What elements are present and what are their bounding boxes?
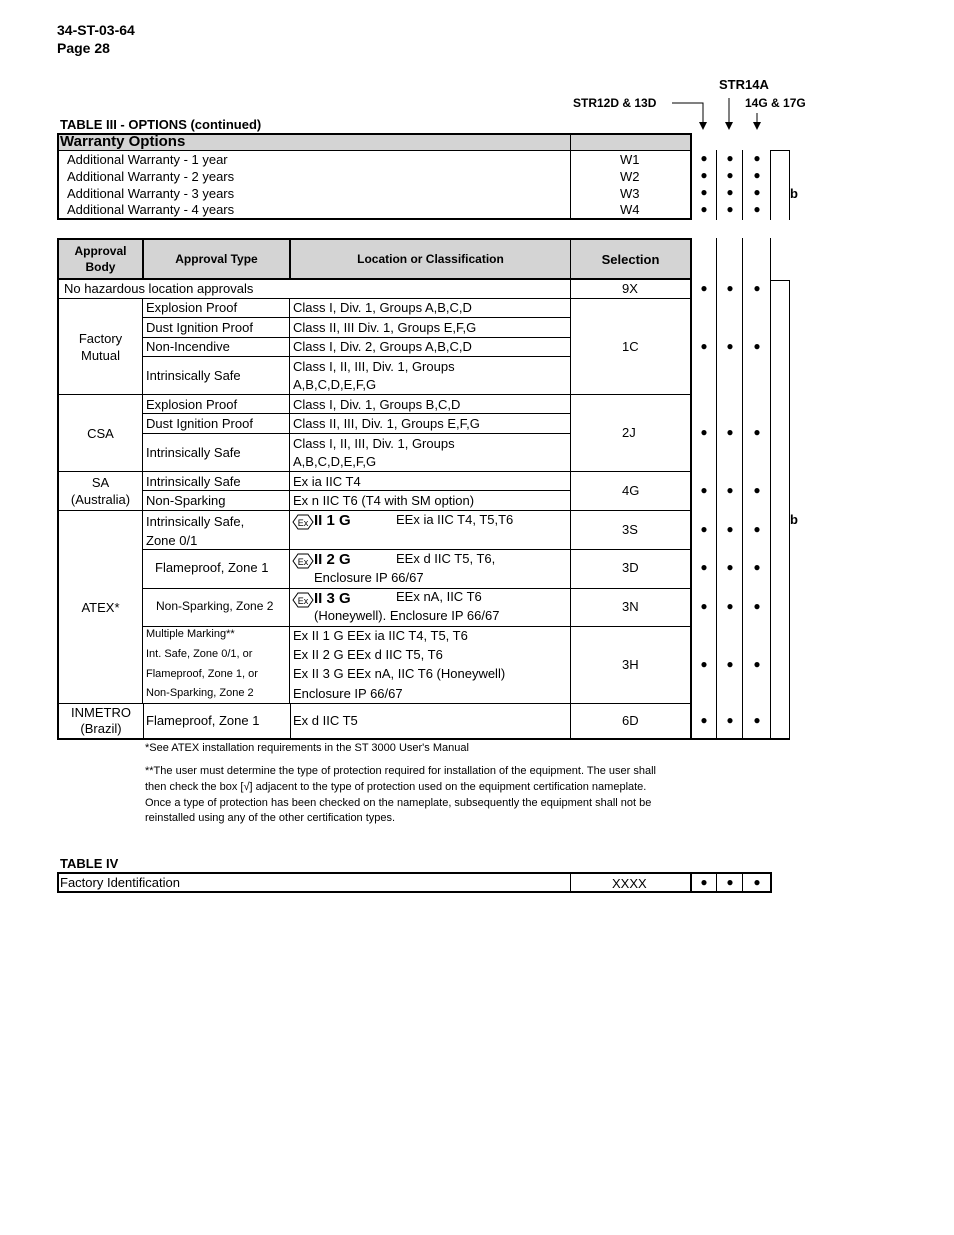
fm-type-2: Dust Ignition Proof bbox=[146, 320, 253, 335]
availability-dot: ● bbox=[700, 560, 708, 574]
ex-icon bbox=[292, 553, 314, 569]
availability-dot: ● bbox=[700, 339, 708, 353]
availability-dot: ● bbox=[753, 339, 761, 353]
availability-dot: ● bbox=[753, 202, 761, 216]
atex-loc-3a: EEx nA, IIC T6 bbox=[396, 589, 482, 604]
table4-label: Factory Identification bbox=[60, 875, 180, 890]
bracket-b-2: b bbox=[790, 512, 798, 527]
bracket-b-1: b bbox=[790, 186, 798, 201]
csa-loc-1: Class I, Div. 1, Groups B,C,D bbox=[293, 397, 461, 412]
sa-loc-2: Ex n IIC T6 (T4 with SM option) bbox=[293, 493, 475, 508]
availability-dot: ● bbox=[753, 168, 761, 182]
availability-dot: ● bbox=[700, 657, 708, 671]
page-number: Page 28 bbox=[57, 40, 110, 56]
atex-loc-1: EEx ia IIC T4, T5,T6 bbox=[396, 512, 514, 527]
availability-dot: ● bbox=[753, 151, 761, 165]
atex-type-1: Intrinsically Safe, Zone 0/1 bbox=[146, 514, 245, 548]
note-atex: *See ATEX installation requirements in the ST 3000 User's Manual bbox=[145, 742, 469, 754]
fm-body: Factory Mutual bbox=[78, 330, 123, 363]
ex-icon bbox=[292, 592, 314, 608]
fm-code: 1C bbox=[622, 339, 639, 354]
availability-dot: ● bbox=[726, 202, 734, 216]
note-line-1: **The user must determine the type of protection required for installation of the equipment. The user shall bbox=[145, 765, 656, 777]
warranty-label-2: Additional Warranty - 2 years bbox=[67, 169, 235, 184]
inmetro-loc: Ex d IIC T5 bbox=[293, 713, 358, 728]
sa-loc-1: Ex ia IIC T4 bbox=[293, 474, 361, 489]
availability-dot: ● bbox=[753, 713, 761, 727]
warranty-label-1: Additional Warranty - 1 year bbox=[67, 152, 228, 167]
multi-type-2: Int. Safe, Zone 0/1, or bbox=[146, 648, 253, 660]
atex-cat-2: Ex II 2 G bbox=[292, 551, 351, 569]
table4-code: XXXX bbox=[612, 876, 647, 891]
ex-icon bbox=[292, 514, 314, 530]
csa-type-2: Dust Ignition Proof bbox=[146, 416, 253, 431]
availability-dot: ● bbox=[753, 875, 761, 889]
multi-type-4: Non-Sparking, Zone 2 bbox=[146, 687, 254, 699]
no-hazard-code: 9X bbox=[622, 281, 638, 296]
inmetro-type: Flameproof, Zone 1 bbox=[146, 713, 260, 728]
atex-loc-2a: EEx d IIC T5, T6, bbox=[396, 551, 496, 566]
availability-dot: ● bbox=[700, 185, 708, 199]
availability-dot: ● bbox=[753, 483, 761, 497]
csa-code: 2J bbox=[622, 425, 636, 440]
availability-dot: ● bbox=[726, 522, 734, 536]
availability-dot: ● bbox=[726, 483, 734, 497]
availability-dot: ● bbox=[700, 151, 708, 165]
atex-cat-3: Ex II 3 G bbox=[292, 590, 351, 608]
header-selection: Selection bbox=[601, 251, 660, 267]
availability-dot: ● bbox=[753, 281, 761, 295]
multi-loc-4: Enclosure IP 66/67 bbox=[293, 686, 403, 701]
atex-code-1: 3S bbox=[622, 522, 638, 537]
csa-loc-2: Class II, III, Div. 1, Groups E,F,G bbox=[293, 416, 480, 431]
availability-dot: ● bbox=[726, 425, 734, 439]
csa-type-1: Explosion Proof bbox=[146, 397, 238, 412]
multi-code: 3H bbox=[622, 657, 639, 672]
model-label-14g: 14G & 17G bbox=[745, 96, 806, 110]
table3-title: TABLE III - OPTIONS (continued) bbox=[60, 117, 262, 132]
header-approval-body: Approval Body bbox=[74, 244, 127, 274]
atex-type-2: Flameproof, Zone 1 bbox=[155, 560, 269, 575]
availability-dot: ● bbox=[700, 281, 708, 295]
sa-type-1: Intrinsically Safe bbox=[146, 474, 241, 489]
availability-dot: ● bbox=[753, 599, 761, 613]
availability-dot: ● bbox=[726, 168, 734, 182]
sa-type-2: Non-Sparking bbox=[146, 493, 226, 508]
svg-text:Ex: Ex bbox=[297, 595, 309, 606]
availability-dot: ● bbox=[753, 522, 761, 536]
availability-dot: ● bbox=[700, 875, 708, 889]
atex-code-3: 3N bbox=[622, 599, 639, 614]
availability-dot: ● bbox=[753, 560, 761, 574]
availability-dot: ● bbox=[753, 657, 761, 671]
warranty-code-4: W4 bbox=[620, 202, 640, 217]
svg-text:Ex: Ex bbox=[297, 556, 309, 567]
warranty-heading: Warranty Options bbox=[60, 133, 186, 150]
multi-loc-3: Ex II 3 G EEx nA, IIC T6 (Honeywell) bbox=[293, 666, 506, 681]
inmetro-code: 6D bbox=[622, 713, 639, 728]
availability-dot: ● bbox=[726, 560, 734, 574]
csa-body: CSA bbox=[87, 425, 114, 441]
availability-dot: ● bbox=[726, 185, 734, 199]
availability-dot: ● bbox=[726, 281, 734, 295]
header-approval-type: Approval Type bbox=[175, 252, 258, 266]
sa-body: SA (Australia) bbox=[70, 475, 131, 507]
availability-dot: ● bbox=[700, 599, 708, 613]
availability-dot: ● bbox=[753, 185, 761, 199]
atex-loc-2b: Enclosure IP 66/67 bbox=[314, 570, 424, 585]
multi-loc-1: Ex II 1 G EEx ia IIC T4, T5, T6 bbox=[293, 628, 468, 643]
csa-type-3: Intrinsically Safe bbox=[146, 445, 241, 460]
warranty-code-3: W3 bbox=[620, 186, 640, 201]
fm-type-3: Non-Incendive bbox=[146, 339, 230, 354]
note-line-4: reinstalled using any of the other certification types. bbox=[145, 812, 396, 824]
atex-body: ATEX* bbox=[81, 599, 120, 615]
availability-dot: ● bbox=[700, 425, 708, 439]
fm-loc-3: Class I, Div. 2, Groups A,B,C,D bbox=[293, 339, 472, 354]
fm-type-4: Intrinsically Safe bbox=[146, 368, 241, 383]
fm-loc-1: Class I, Div. 1, Groups A,B,C,D bbox=[293, 300, 472, 315]
atex-cat-1: Ex II 1 G bbox=[292, 512, 351, 530]
availability-dot: ● bbox=[726, 339, 734, 353]
inmetro-body: INMETRO (Brazil) bbox=[71, 705, 131, 736]
availability-dot: ● bbox=[726, 713, 734, 727]
no-hazard-label: No hazardous location approvals bbox=[64, 281, 254, 296]
document-id: 34-ST-03-64 bbox=[57, 22, 135, 38]
atex-code-2: 3D bbox=[622, 560, 639, 575]
availability-dot: ● bbox=[700, 483, 708, 497]
availability-dot: ● bbox=[726, 657, 734, 671]
table4-title: TABLE IV bbox=[60, 856, 119, 871]
note-line-3: Once a type of protection has been checked on the nameplate, subsequently the equipment shall not be bbox=[145, 797, 652, 809]
availability-dot: ● bbox=[726, 599, 734, 613]
warranty-label-3: Additional Warranty - 3 years bbox=[67, 186, 235, 201]
availability-dot: ● bbox=[700, 202, 708, 216]
sa-code: 4G bbox=[622, 483, 640, 498]
atex-type-3: Non-Sparking, Zone 2 bbox=[156, 599, 274, 613]
note-line-2: then check the box [√] adjacent to the type of protection used on the equipment certification nameplate. bbox=[145, 781, 647, 793]
header-location: Location or Classification bbox=[357, 252, 504, 266]
availability-dot: ● bbox=[726, 875, 734, 889]
availability-dot: ● bbox=[700, 713, 708, 727]
fm-loc-2: Class II, III Div. 1, Groups E,F,G bbox=[293, 320, 477, 335]
fm-loc-4: Class I, II, III, Div. 1, Groups A,B,C,D,E,F,G bbox=[293, 359, 455, 392]
availability-dot: ● bbox=[700, 168, 708, 182]
atex-loc-3b: (Honeywell). Enclosure IP 66/67 bbox=[314, 608, 500, 623]
multi-loc-2: Ex II 2 G EEx d IIC T5, T6 bbox=[293, 647, 443, 662]
multi-type-3: Flameproof, Zone 1, or bbox=[146, 668, 258, 680]
model-label-str14a: STR14A bbox=[719, 77, 769, 92]
model-label-str12d: STR12D & 13D bbox=[573, 96, 657, 110]
multi-type-1: Multiple Marking** bbox=[146, 628, 235, 640]
availability-dot: ● bbox=[753, 425, 761, 439]
svg-text:Ex: Ex bbox=[297, 517, 309, 528]
csa-loc-3: Class I, II, III, Div. 1, Groups A,B,C,D,E,F,G bbox=[293, 436, 455, 469]
fm-type-1: Explosion Proof bbox=[146, 300, 238, 315]
warranty-code-2: W2 bbox=[620, 169, 640, 184]
warranty-code-1: W1 bbox=[620, 152, 640, 167]
availability-dot: ● bbox=[726, 151, 734, 165]
warranty-label-4: Additional Warranty - 4 years bbox=[67, 202, 235, 217]
availability-dot: ● bbox=[700, 522, 708, 536]
